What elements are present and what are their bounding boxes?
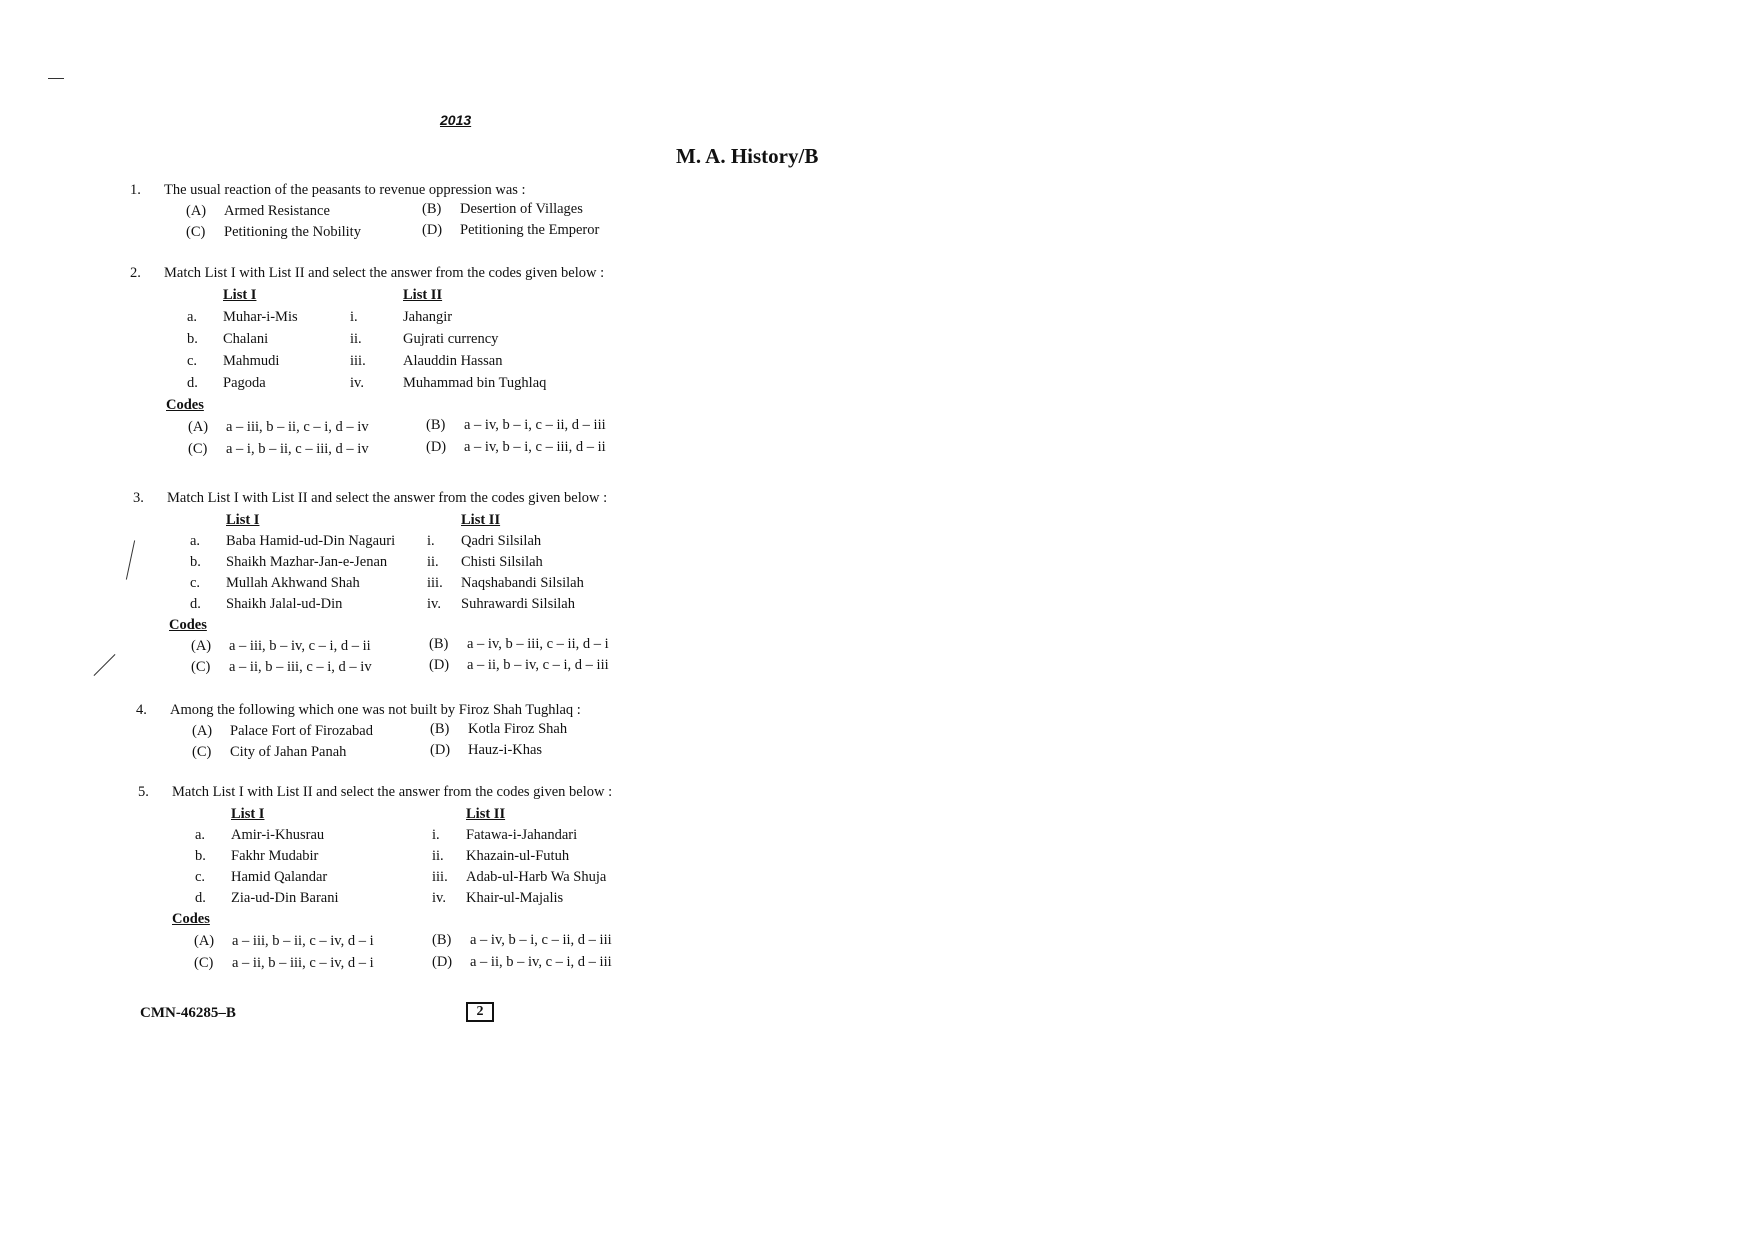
- scan-mark: [94, 654, 116, 676]
- list1-header: List I: [231, 806, 265, 822]
- option-a: (A) a – iii, b – iv, c – i, d – ii: [191, 638, 371, 654]
- option-c: (C) a – ii, b – iii, c – iv, d – i: [194, 955, 374, 971]
- question-text: Match List I with List II and select the answer from the codes given below :: [164, 265, 605, 281]
- option-d: (D) a – iv, b – i, c – iii, d – ii: [426, 439, 606, 455]
- option-d: (D) Hauz-i-Khas: [430, 742, 543, 758]
- list2-header: List II: [403, 287, 443, 303]
- list2-header: List II: [466, 806, 506, 822]
- option-c: (C) a – ii, b – iii, c – i, d – iv: [191, 659, 372, 675]
- option-a: (A) Armed Resistance: [186, 203, 330, 219]
- scan-mark: [126, 540, 135, 579]
- codes-label: Codes: [172, 911, 210, 927]
- list1-header: List I: [223, 287, 257, 303]
- paper-title: M. A. History/B: [676, 144, 819, 168]
- question-number: 5.: [138, 784, 149, 800]
- option-a: (A) Palace Fort of Firozabad: [192, 723, 373, 739]
- option-d: (D) a – ii, b – iv, c – i, d – iii: [432, 954, 612, 970]
- paper-code: CMN-46285–B: [140, 1005, 236, 1021]
- option-a: (A) a – iii, b – ii, c – i, d – iv: [188, 419, 369, 435]
- question-number: 1.: [130, 182, 141, 198]
- option-b: (B) a – iv, b – i, c – ii, d – iii: [426, 417, 606, 433]
- question-text: The usual reaction of the peasants to revenue oppression was :: [164, 182, 526, 198]
- list2-header: List II: [461, 512, 501, 528]
- question-number: 4.: [136, 702, 147, 718]
- question-text: Match List I with List II and select the answer from the codes given below :: [167, 490, 608, 506]
- option-b: (B) Kotla Firoz Shah: [430, 721, 568, 737]
- question-number: 3.: [133, 490, 144, 506]
- option-a: (A) a – iii, b – ii, c – iv, d – i: [194, 933, 374, 949]
- option-c: (C) a – i, b – ii, c – iii, d – iv: [188, 441, 369, 457]
- page-number: 2: [466, 1002, 494, 1022]
- option-c: (C) City of Jahan Panah: [192, 744, 347, 760]
- option-b: (B) a – iv, b – iii, c – ii, d – i: [429, 636, 609, 652]
- codes-label: Codes: [169, 617, 207, 633]
- exam-year: 2013: [440, 112, 472, 128]
- option-d: (D) a – ii, b – iv, c – i, d – iii: [429, 657, 609, 673]
- option-c: (C) Petitioning the Nobility: [186, 224, 361, 240]
- option-b: (B) a – iv, b – i, c – ii, d – iii: [432, 932, 612, 948]
- option-b: (B) Desertion of Villages: [422, 201, 583, 217]
- scan-mark: [48, 78, 64, 79]
- list1-header: List I: [226, 512, 260, 528]
- question-text: Match List I with List II and select the answer from the codes given below :: [172, 784, 613, 800]
- question-number: 2.: [130, 265, 141, 281]
- question-text: Among the following which one was not built by Firoz Shah Tughlaq :: [170, 702, 581, 718]
- option-d: (D) Petitioning the Emperor: [422, 222, 600, 238]
- codes-label: Codes: [166, 397, 204, 413]
